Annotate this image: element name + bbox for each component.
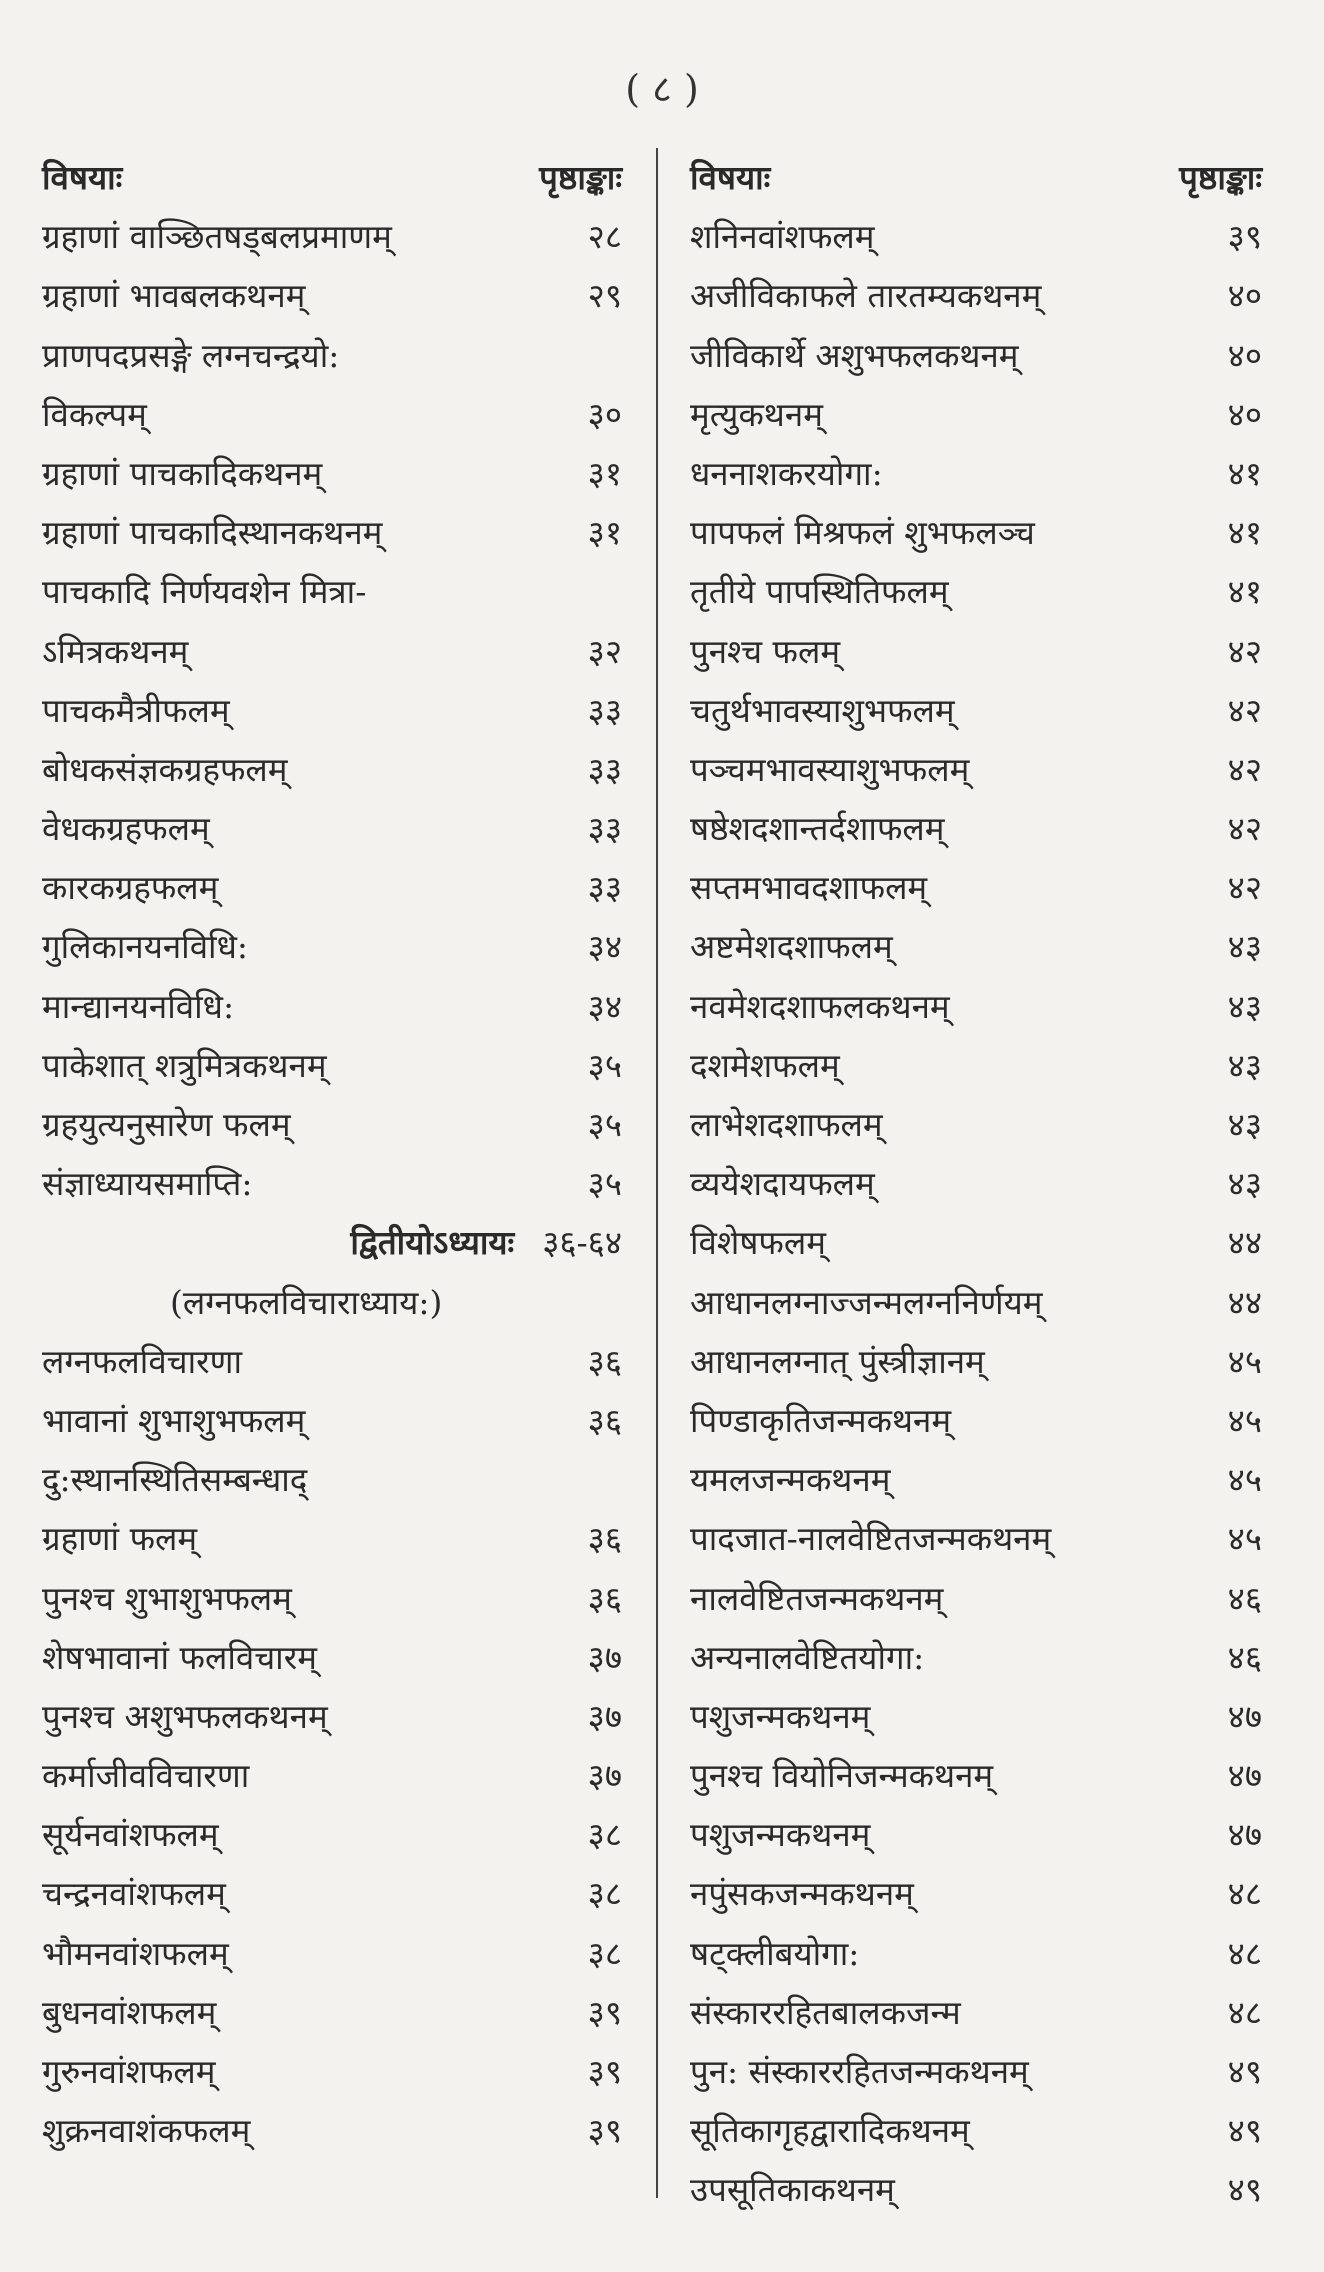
entry-title: कारकग्रहफलम् <box>42 868 219 908</box>
entry-title: पापफलं मिश्रफलं शुभफलञ्च <box>690 513 1035 553</box>
entry-page-number: ३९ <box>587 2052 622 2091</box>
entry-title: नालवेष्टितजन्मकथनम् <box>690 1578 944 1618</box>
entry-page-number: ३१ <box>587 513 622 553</box>
entry-title: ग्रहाणां पाचकादिस्थानकथनम् <box>42 513 383 553</box>
entry-title: नवमेशदशाफलकथनम् <box>690 986 950 1026</box>
toc-entry <box>42 503 622 562</box>
toc-entry <box>42 444 622 503</box>
entry-page-number: २९ <box>587 276 622 316</box>
toc-entry <box>690 2101 1262 2160</box>
toc-entry <box>42 1569 622 1628</box>
toc-entry <box>690 2042 1262 2101</box>
entry-title: पुनश्च शुभाशुभफलम् <box>42 1578 292 1618</box>
entry-title: दु:स्थानस्थितिसम्बन्धाद् <box>42 1460 308 1500</box>
entry-title: शुक्रनवाशंकफलम् <box>42 2111 251 2151</box>
entry-page-number: ४६ <box>1227 1637 1262 1677</box>
entry-title: पुन: संस्काररहितजन्मकथनम् <box>690 2052 1029 2091</box>
entry-page-number: ४२ <box>1227 809 1262 849</box>
toc-entry <box>42 977 622 1036</box>
toc-right-column <box>690 148 1262 2220</box>
toc-entry <box>690 326 1262 385</box>
entry-page-number: ४३ <box>1227 986 1262 1026</box>
entry-title: पादजात-नालवेष्टितजन्मकथनम् <box>690 1519 1052 1559</box>
entry-title: पशुजन्मकथनम् <box>690 1696 871 1736</box>
entry-title: बुधनवांशफलम् <box>42 1992 217 2032</box>
entry-title: वेधकग्रहफलम् <box>42 809 210 849</box>
entry-page-number: ४२ <box>1227 749 1262 789</box>
entry-title: मान्द्यानयनविधि: <box>42 986 235 1026</box>
entry-title: पुनश्च वियोनिजन्मकथनम् <box>690 1756 994 1796</box>
toc-entry <box>690 681 1262 740</box>
toc-entry <box>690 1154 1262 1213</box>
entry-page-number: ४१ <box>1227 572 1262 612</box>
chapter-subtitle: (लग्नफलविचाराध्याय:) <box>170 1282 443 1322</box>
entry-title: विकल्पम् <box>42 394 147 434</box>
entry-page-number: ४५ <box>1227 1460 1262 1500</box>
entry-page-number: ४२ <box>1227 868 1262 908</box>
entry-title: लग्नफलविचारणा <box>42 1341 243 1381</box>
entry-page-number: ४५ <box>1227 1519 1262 1559</box>
subject-heading: विषयाः <box>690 158 771 197</box>
toc-entry <box>42 1924 622 1983</box>
entry-title: पशुजन्मकथनम् <box>690 1815 871 1855</box>
toc-header <box>690 148 1262 207</box>
entry-title: मृत्युकथनम् <box>690 394 823 434</box>
toc-entry <box>690 266 1262 325</box>
entry-page-number: २८ <box>587 217 622 257</box>
entry-title: पुनश्च फलम् <box>690 631 841 671</box>
entry-page-number: ४९ <box>1227 2111 1262 2151</box>
entry-page-number: ३२ <box>587 631 622 671</box>
entry-page-number: ३५ <box>587 1045 622 1085</box>
chapter-pages: ३६-६४ <box>542 1223 622 1263</box>
entry-page-number: ३६ <box>587 1341 622 1381</box>
toc-entry <box>42 1805 622 1864</box>
entry-title: चन्द्रनवांशफलम् <box>42 1874 226 1914</box>
entry-page-number: ३९ <box>1227 217 1262 257</box>
entry-page-number: ४७ <box>1227 1756 1262 1796</box>
entry-page-number: ३८ <box>587 1874 622 1914</box>
toc-entry <box>42 1509 622 1568</box>
entry-title: ग्रहाणां भावबलकथनम् <box>42 276 306 316</box>
entry-page-number: ४१ <box>1227 453 1262 493</box>
toc-list <box>42 207 622 1213</box>
entry-title: अष्टमेशदशाफलम् <box>690 927 893 967</box>
entry-page-number: ३९ <box>587 1992 622 2032</box>
column-divider <box>656 148 658 2198</box>
toc-entry <box>690 1864 1262 1923</box>
entry-title: व्ययेशदायफलम् <box>690 1164 875 1204</box>
entry-page-number: ४४ <box>1227 1223 1262 1263</box>
toc-entry <box>42 1450 622 1509</box>
entry-page-number: ३३ <box>587 809 622 849</box>
entry-title: अजीविकाफले तारतम्यकथनम् <box>690 276 1042 316</box>
toc-entry <box>42 858 622 917</box>
toc-entry <box>690 1509 1262 1568</box>
entry-page-number: ३५ <box>587 1105 622 1144</box>
entry-page-number: ३८ <box>587 1933 622 1973</box>
entry-title: लाभेशदशाफलम् <box>690 1105 883 1144</box>
toc-entry <box>690 562 1262 621</box>
entry-page-number: ४० <box>1227 276 1262 316</box>
toc-entry <box>690 1805 1262 1864</box>
toc-entry <box>42 1391 622 1450</box>
entry-page-number: ३४ <box>587 986 622 1026</box>
entry-title: आधानलग्नाज्जन्मलग्ननिर्णयम् <box>690 1282 1043 1322</box>
page-number: ( ८ ) <box>625 67 699 111</box>
entry-page-number: ३६ <box>587 1578 622 1618</box>
entry-title: आधानलग्नात् पुंस्त्रीज्ञानम् <box>690 1341 985 1381</box>
entry-page-number: ३३ <box>587 749 622 789</box>
toc-entry <box>42 2042 622 2101</box>
entry-page-number: ४५ <box>1227 1400 1262 1440</box>
toc-entry <box>690 1569 1262 1628</box>
entry-title: षष्ठेशदशान्तर्दशाफलम् <box>690 809 945 849</box>
toc-entry <box>42 799 622 858</box>
entry-title: ग्रहाणां वाञ्छितषड्बलप्रमाणम् <box>42 217 392 257</box>
entry-title: संज्ञाध्यायसमाप्ति: <box>42 1164 253 1204</box>
entry-title: पञ्चमभावस्याशुभफलम् <box>690 749 970 789</box>
entry-title: नपुंसकजन्मकथनम् <box>690 1874 914 1914</box>
toc-entry <box>690 799 1262 858</box>
entry-page-number: ४३ <box>1227 927 1262 967</box>
entry-page-number: ३९ <box>587 2111 622 2151</box>
toc-entry <box>42 622 622 681</box>
toc-entry <box>690 1095 1262 1154</box>
page-heading: पृष्ठाङ्काः <box>539 158 622 197</box>
entry-page-number: ४९ <box>1227 2170 1262 2210</box>
toc-entry <box>42 1864 622 1923</box>
toc-list <box>690 207 1262 2219</box>
toc-entry <box>42 1628 622 1687</box>
entry-title: जीविकार्थे अशुभफलकथनम् <box>690 335 1019 375</box>
entry-page-number: ३५ <box>587 1164 622 1204</box>
toc-entry <box>690 1687 1262 1746</box>
entry-page-number: ३८ <box>587 1815 622 1855</box>
toc-entry <box>690 1746 1262 1805</box>
toc-entry <box>42 917 622 976</box>
entry-page-number: ४० <box>1227 394 1262 434</box>
toc-entry <box>42 562 622 621</box>
entry-page-number: ४९ <box>1227 2052 1262 2091</box>
entry-title: कर्माजीवविचारणा <box>42 1756 250 1796</box>
toc-entry <box>42 1095 622 1154</box>
toc-entry <box>690 2160 1262 2219</box>
entry-page-number: ३७ <box>587 1756 622 1796</box>
toc-entry <box>42 385 622 444</box>
entry-page-number: ३४ <box>587 927 622 967</box>
entry-page-number: ४१ <box>1227 513 1262 553</box>
toc-entry <box>690 1628 1262 1687</box>
toc-entry <box>42 266 622 325</box>
toc-entry <box>690 1983 1262 2042</box>
entry-page-number: ३० <box>587 394 622 434</box>
entry-title: प्राणपदप्रसङ्गे लग्नचन्द्रयो: <box>42 335 340 375</box>
entry-title: तृतीये पापस्थितिफलम् <box>690 572 949 612</box>
entry-page-number: ४२ <box>1227 690 1262 730</box>
entry-title: अन्यनालवेष्टितयोगा: <box>690 1637 925 1677</box>
entry-title: सूर्यनवांशफलम् <box>42 1815 219 1855</box>
toc-entry <box>42 1687 622 1746</box>
entry-title: दशमेशफलम् <box>690 1045 840 1085</box>
entry-title: ऽमित्रकथनम् <box>42 631 189 671</box>
entry-title: भावानां शुभाशुभफलम् <box>42 1400 306 1440</box>
toc-entry <box>690 1332 1262 1391</box>
entry-title: गुलिकानयनविधि: <box>42 927 249 967</box>
entry-page-number: ३७ <box>587 1637 622 1677</box>
entry-page-number: ४४ <box>1227 1282 1262 1322</box>
entry-title: शनिनवांशफलम् <box>690 217 875 257</box>
toc-entry <box>690 385 1262 444</box>
entry-title: पुनश्च अशुभफलकथनम् <box>42 1696 328 1736</box>
entry-title: भौमनवांशफलम् <box>42 1933 229 1973</box>
entry-page-number: ४३ <box>1227 1164 1262 1204</box>
entry-page-number: ४५ <box>1227 1341 1262 1381</box>
entry-title: ग्रहयुत्यनुसारेण फलम् <box>42 1105 291 1144</box>
entry-page-number: ४७ <box>1227 1696 1262 1736</box>
entry-title: धननाशकरयोगा: <box>690 453 883 493</box>
toc-entry <box>690 858 1262 917</box>
entry-title: पाकेशात् शत्रुमित्रकथनम् <box>42 1045 327 1085</box>
toc-entry <box>690 977 1262 1036</box>
toc-list <box>42 1332 622 2161</box>
toc-entry <box>690 1213 1262 1272</box>
toc-entry <box>42 1332 622 1391</box>
toc-entry <box>690 207 1262 266</box>
toc-entry <box>690 1924 1262 1983</box>
chapter-heading <box>42 1213 622 1272</box>
entry-page-number: ४३ <box>1227 1105 1262 1144</box>
entry-page-number: ३७ <box>587 1696 622 1736</box>
toc-entry <box>690 917 1262 976</box>
entry-title: विशेषफलम् <box>690 1223 826 1263</box>
entry-title: उपसूतिकाकथनम् <box>690 2170 895 2210</box>
entry-page-number: ४८ <box>1227 1933 1262 1973</box>
toc-entry <box>690 1391 1262 1450</box>
page-heading: पृष्ठाङ्काः <box>1179 158 1262 197</box>
toc-entry <box>42 1746 622 1805</box>
toc-entry <box>690 503 1262 562</box>
entry-title: सूतिकागृहद्वारादिकथनम् <box>690 2111 970 2151</box>
chapter-title: द्वितीयोऽध्यायः <box>350 1223 515 1263</box>
entry-page-number: ४८ <box>1227 1992 1262 2032</box>
toc-entry <box>42 740 622 799</box>
entry-title: षट्क्लीबयोगा: <box>690 1933 860 1973</box>
entry-page-number: ४२ <box>1227 631 1262 671</box>
entry-page-number: ४६ <box>1227 1578 1262 1618</box>
toc-entry <box>42 326 622 385</box>
entry-page-number: ३३ <box>587 690 622 730</box>
entry-title: पाचकादि निर्णयवशेन मित्रा- <box>42 572 367 612</box>
entry-title: चतुर्थभावस्याशुभफलम् <box>690 690 955 730</box>
toc-left-column <box>42 148 622 2160</box>
entry-title: यमलजन्मकथनम् <box>690 1460 891 1500</box>
entry-title: पिण्डाकृतिजन्मकथनम् <box>690 1400 952 1440</box>
entry-title: संस्काररहितबालकजन्म <box>690 1992 961 2032</box>
toc-entry <box>690 1273 1262 1332</box>
entry-page-number: ३१ <box>587 453 622 493</box>
entry-page-number: ४३ <box>1227 1045 1262 1085</box>
toc-entry <box>690 740 1262 799</box>
toc-entry <box>690 622 1262 681</box>
entry-page-number: ३६ <box>587 1519 622 1559</box>
toc-entry <box>42 1154 622 1213</box>
entry-title: शेषभावानां फलविचारम् <box>42 1637 317 1677</box>
toc-entry <box>690 1450 1262 1509</box>
entry-title: पाचकमैत्रीफलम् <box>42 690 230 730</box>
entry-title: ग्रहाणां फलम् <box>42 1519 198 1559</box>
toc-entry <box>690 1036 1262 1095</box>
toc-entry <box>690 444 1262 503</box>
entry-page-number: ४० <box>1227 335 1262 375</box>
toc-entry <box>42 681 622 740</box>
toc-entry <box>42 1036 622 1095</box>
entry-title: सप्तमभावदशाफलम् <box>690 868 928 908</box>
entry-page-number: ४८ <box>1227 1874 1262 1914</box>
entry-title: बोधकसंज्ञकग्रहफलम् <box>42 749 288 789</box>
entry-page-number: ४७ <box>1227 1815 1262 1855</box>
toc-entry <box>42 1983 622 2042</box>
entry-title: ग्रहाणां पाचकादिकथनम् <box>42 453 323 493</box>
toc-entry <box>42 2101 622 2160</box>
subject-heading: विषयाः <box>42 158 123 197</box>
entry-title: गुरुनवांशफलम् <box>42 2052 216 2091</box>
entry-page-number: ३३ <box>587 868 622 908</box>
entry-page-number: ३६ <box>587 1400 622 1440</box>
toc-entry <box>42 207 622 266</box>
toc-header <box>42 148 622 207</box>
